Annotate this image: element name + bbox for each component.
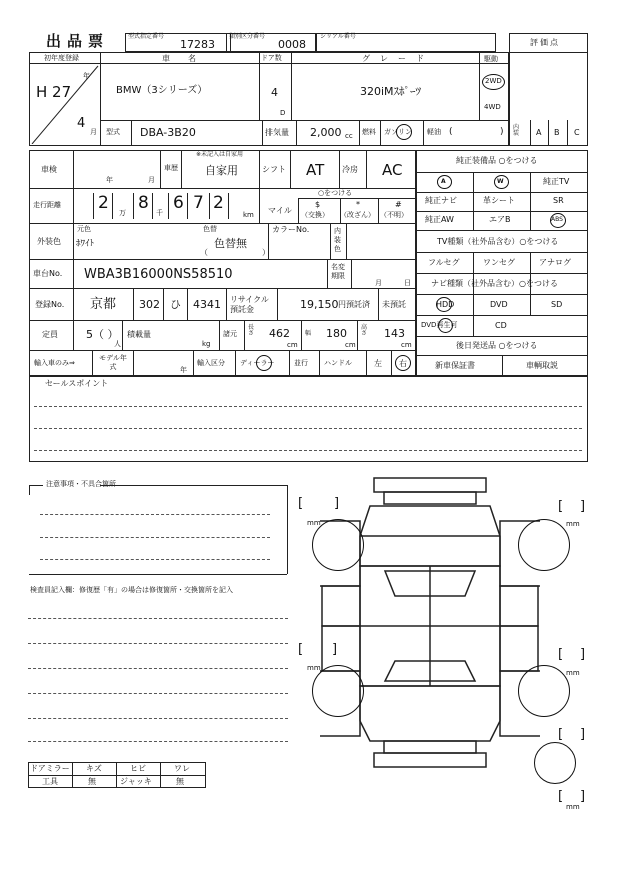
name-change-deadline-label: 名変期限 [331,263,345,280]
vehicle-manual: 車輌取説 [526,361,558,370]
import-parallel: 並行 [294,359,308,367]
genuine-tv: 純正TV [543,177,570,186]
navi-type-title: ナビ種類（社外品含む）○をつける [431,279,558,288]
grade-label: グレード [362,54,434,63]
spare-tire-icon [534,742,576,784]
form-title: 出品票 [46,32,110,50]
year-label: 初年度登録 [44,54,79,62]
abs: ABS [551,216,563,223]
interior-label: 内装 [513,124,520,137]
cooling-value: AC [382,161,403,179]
sunroof: SR [553,196,564,205]
recycle-unpaid: 未預託 [382,300,406,309]
drive-label: 駆動 [484,55,498,63]
tv-type-title: TV種類（社外品含む）○をつける [437,237,559,246]
color-no-label: カラーNo. [272,225,310,234]
dealer-circle [256,355,272,371]
vehicle-history: 自家用 [205,164,238,177]
shift-value: AT [306,161,325,179]
color-change: 色替無 [214,237,247,250]
load-label: 積載量 [127,330,151,339]
door-label: ドア数 [261,54,282,62]
vin-label: 車台No. [33,269,63,278]
new-car-warranty: 新車保証書 [435,361,475,370]
inspection-label: 車検 [41,165,57,174]
vin-value: WBA3B16000NS58510 [84,267,233,282]
mileage-digit-5: 2 [213,193,224,213]
spec-label: 諸元 [223,330,237,338]
recycle-deposit: 19,150 [300,298,339,311]
interior-color-label: 内装色 [334,227,341,253]
import-div-label: 輸入区分 [197,359,225,367]
wheel-rear-right-icon [518,665,570,717]
right-handle-circle [395,355,411,371]
notes-label: 注意事項・不具合箇所 [46,480,116,488]
recycle-label: リサイクル預託金 [230,295,269,314]
genuine-navi: 純正ナビ [425,196,457,205]
mileage-digit-1: 2 [98,193,109,213]
tv-analog: アナログ [539,258,571,267]
cd: CD [495,321,507,330]
exterior-color-label: 外装色 [37,237,61,246]
tv-oneseg: ワンセグ [483,258,515,267]
reg-number: 4341 [193,298,221,311]
history-label: 車歴 [164,164,178,172]
shift-label: シフト [262,165,286,174]
tamper-option: （改ざん） [340,211,375,219]
first-reg-month: 4 [77,116,86,131]
wheel-rear-left-icon [312,665,364,717]
first-reg-year: H 27 [36,83,72,101]
navi-hdd: HDD [436,300,455,309]
displacement: 2,000 [310,126,342,139]
fuel-gasoline: ガソリン [384,128,412,136]
import-dealer: ディーラー [240,359,275,367]
height-value: 143 [384,327,405,340]
door-count: 4 [271,86,278,99]
fuel-circle [396,124,412,140]
inspector-note: 検査員記入欄：修復歴「有」の場合は修復箇所・交換箇所を記入 [30,586,233,594]
length-value: 462 [269,327,290,340]
mileage-digit-4: 7 [193,193,204,213]
handle-label: ハンドル [324,359,352,367]
airbag: エアB [489,215,511,224]
cooling-label: 冷房 [342,165,358,174]
registration-label: 登録No. [35,300,65,309]
handle-left: 左 [374,359,382,368]
leather-seat: 革シート [483,196,515,205]
class-number: 0008 [278,38,306,51]
unknown-option: （不明） [380,211,408,219]
car-name: BMW（3シリーズ） [116,85,208,96]
exchange-option: （交換） [301,211,329,219]
import-label: 輸入車のみ⇒ [34,359,75,367]
original-color: ﾎﾜｲﾄ [76,239,95,249]
capacity-value: 5（ ） [86,328,119,341]
grade: 320iMｽﾎﾟｰﾂ [360,85,422,98]
mile-option: マイル [268,206,292,215]
model-year-label: モデル年式 [99,354,127,371]
reg-kana: ひ [170,298,181,311]
cert-number: 17283 [180,38,215,51]
reg-class: 302 [139,298,160,311]
disp-label: 排気量 [265,128,289,137]
equipment-title: 純正装備品 ○をつける [456,156,538,165]
dvd-playback: DVD再生可 [421,321,458,329]
cert-label: 型式指定番号 [128,33,165,40]
mileage-digit-2: 8 [138,193,149,213]
fuel-label: 燃料 [362,128,376,136]
mileage-digit-3: 6 [173,193,184,213]
handle-right: 右 [399,359,407,368]
model-code: DBA-3B20 [140,126,196,139]
mileage-label: 走行距離 [33,201,61,209]
wheel-front-right-icon [518,519,570,571]
capacity-label: 定員 [42,330,58,339]
width-value: 180 [326,327,347,340]
reg-region: 京都 [90,297,117,312]
genuine-aw: 純正AW [425,215,454,224]
sales-point-label: セールスポイント [45,379,109,388]
class-label: 類別区分番号 [229,33,266,40]
serial-label: シリアル番号 [320,33,356,40]
navi-sd: SD [551,300,563,309]
car-name-label: 車名 [162,54,214,63]
model-label: 型式 [106,128,120,136]
tv-fullseg: フルセグ [428,258,460,267]
rating-label: 評価点 [530,38,560,47]
navi-dvd: DVD [490,300,508,309]
later-shipment-title: 後日発送品 ○をつける [456,341,538,350]
